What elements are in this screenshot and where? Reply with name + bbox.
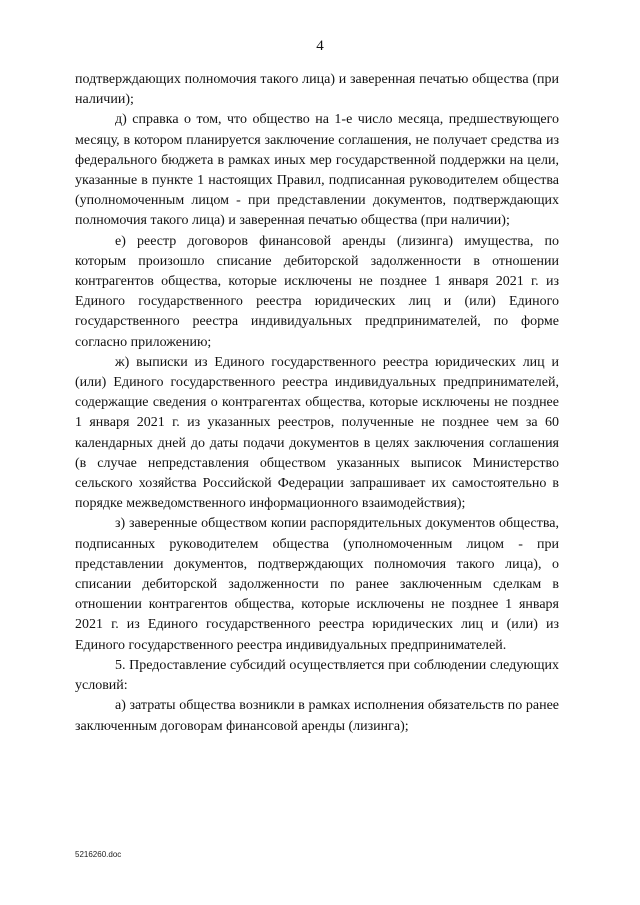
paragraph-item-z: з) заверенные обществом копии распорядительных документов общества, подписанных руководителем общества (уполномоченным лицом - при представлении документов, подтверждающих полномочия такого лица), о списании дебиторской задолженности по ранее заключенным сделкам в отношении контрагентов общества, которые исключены не позднее 1 января 2021 г. из Единого государственного реестра юридических лиц и (или) из Единого государственного реестра индивидуальных предпринимателей. — [75, 516, 559, 653]
document-body — [75, 70, 559, 737]
paragraph-item-zh: ж) выписки из Единого государственного реестра юридических лиц и (или) Единого государственного реестра индивидуальных предпринимателей, содержащие сведения о контрагентах общества, которые исключены не позднее 1 января 2021 г. из указанных реестров, полученные не позднее чем за 60 календарных дней до даты подачи документов в целях заключения соглашения (в случае непредставления обществом указанных выписок Министерство сельского хозяйства Российской Федерации запрашивает их самостоятельно в порядке межведомственного информационного взаимодействия); — [75, 354, 559, 512]
footer-filename: 5216260.doc — [75, 850, 122, 859]
paragraph-section-5: 5. Предоставление субсидий осуществляется при соблюдении следующих условий: — [75, 657, 559, 694]
paragraph-item-e: е) реестр договоров финансовой аренды (лизинга) имущества, по которым произошло списание дебиторской задолженности в отношении контрагентов общества, которые исключены не позднее 1 января 2021 г. из Единого государственного реестра юридических лиц и (или) Единого государственного реестра индивидуальных предпринимателей, по форме согласно приложению; — [75, 233, 559, 350]
paragraph-item-d: д) справка о том, что общество на 1-е число месяца, предшествующего месяцу, в котором планируется заключение соглашения, не получает средства из федерального бюджета в рамках иных мер государственной поддержки на цели, указанные в пункте 1 настоящих Правил, подписанная руководителем общества (уполномоченным лицом - при представлении документов, подтверждающих полномочия такого лица) и заверенная печатью общества (при наличии); — [75, 112, 559, 229]
paragraph-item-a: а) затраты общества возникли в рамках исполнения обязательств по ранее заключенным договорам финансовой аренды (лизинга); — [75, 698, 559, 734]
page-number: 4 — [316, 38, 324, 54]
paragraph-continuation: подтверждающих полномочия такого лица) и заверенная печатью общества (при наличии); — [75, 72, 559, 108]
